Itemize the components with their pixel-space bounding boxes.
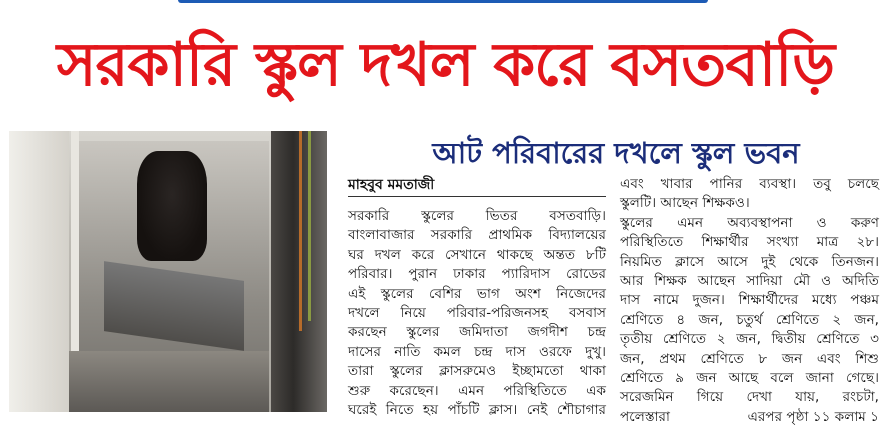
continuation-note[interactable]: এরপর পৃষ্ঠা ১১ কলাম ১: [747, 408, 879, 425]
text-line: পরিবার। পুরান ঢাকার প্যারিদাস রোডের: [348, 266, 606, 283]
text-line: জন, প্রথম শ্রেণিতে ৮ জন এবং শিশু: [620, 350, 879, 367]
top-rule: [178, 0, 708, 3]
text-line: ঘরেই নিতে হয় পাঁচটি ক্লাস। নেই শৌচাগার: [348, 402, 606, 419]
text-line: সরেজমিন গিয়ে দেখা যায়, রংচটা,: [620, 389, 879, 406]
text-line: পরিস্থিতিতে শিক্ষার্থীর সংখ্যা মাত্র ২৮।: [620, 234, 879, 251]
text-line: করছেন স্কুলের জমিদাতা জগদীশ চন্দ্র: [348, 324, 606, 341]
headline: সরকারি স্কুল দখল করে বসতবাড়ি: [56, 30, 835, 100]
subheadline: আট পরিবারের দখলে স্কুল ভবন: [432, 136, 800, 170]
article-column-1: [348, 207, 606, 420]
text-line: তৃতীয় শ্রেণিতে ২ জন, দ্বিতীয় শ্রেণিতে ৩: [620, 331, 879, 348]
top-bar: [0, 0, 891, 6]
text-line: শ্রেণিতে ৪ জন, চতুর্থ শ্রেণিতে ২ জন,: [620, 311, 879, 328]
text-line: আর শিক্ষক আছেন সাদিয়া মৌ ও অদিতি: [620, 273, 879, 290]
text-line: বাংলাবাজার সরকারি প্রাথমিক বিদ্যালয়ের: [348, 227, 606, 244]
text-line-final: [620, 408, 879, 427]
text-line: এই স্কুলের বেশির ভাগ অংশ নিজেদের: [348, 285, 606, 302]
text-line: শ্রেণিতে ৯ জন আছে বলে জানা গেছে।: [620, 370, 879, 387]
text-line: শুরু করেছেন। এমন পরিস্থিতিতে এক: [348, 382, 606, 399]
byline-divider: [348, 196, 606, 197]
text-line: দাসের নাতি কমল চন্দ্র দাস ওরফে দুখু।: [348, 343, 606, 360]
text-line: তারা স্কুলের ক্লাসরুমেও ইচ্ছামতো থাকা: [348, 363, 606, 380]
text-line: এবং খাবার পানির ব্যবস্থা। তবু চলছে: [620, 176, 879, 192]
news-photo: [9, 131, 327, 412]
text-line: ঘর দখল করে সেখানে থাকছে অন্তত ৮টি: [348, 246, 606, 263]
text-fragment: পলেস্তারা: [620, 408, 670, 425]
text-line: স্কুলের এমন অব্যবস্থাপনা ও করুণ: [620, 214, 879, 231]
text-line: নিয়মিত ক্লাসে আসে দুই থেকে তিনজন।: [620, 253, 879, 270]
text-line: স্কুলটি। আছেন শিক্ষকও।: [620, 195, 750, 212]
text-line: সরকারি স্কুলের ভিতর বসতবাড়ি।: [348, 208, 606, 224]
text-line: দাস নামে দুজন। শিক্ষার্থীদের মধ্যে পঞ্চম: [620, 292, 879, 309]
byline: মাহবুব মমতাজী: [348, 177, 435, 193]
text-line: দখলে নিয়ে পরিবার-পরিজনসহ বসবাস: [348, 305, 606, 322]
article-column-2: [620, 175, 879, 427]
